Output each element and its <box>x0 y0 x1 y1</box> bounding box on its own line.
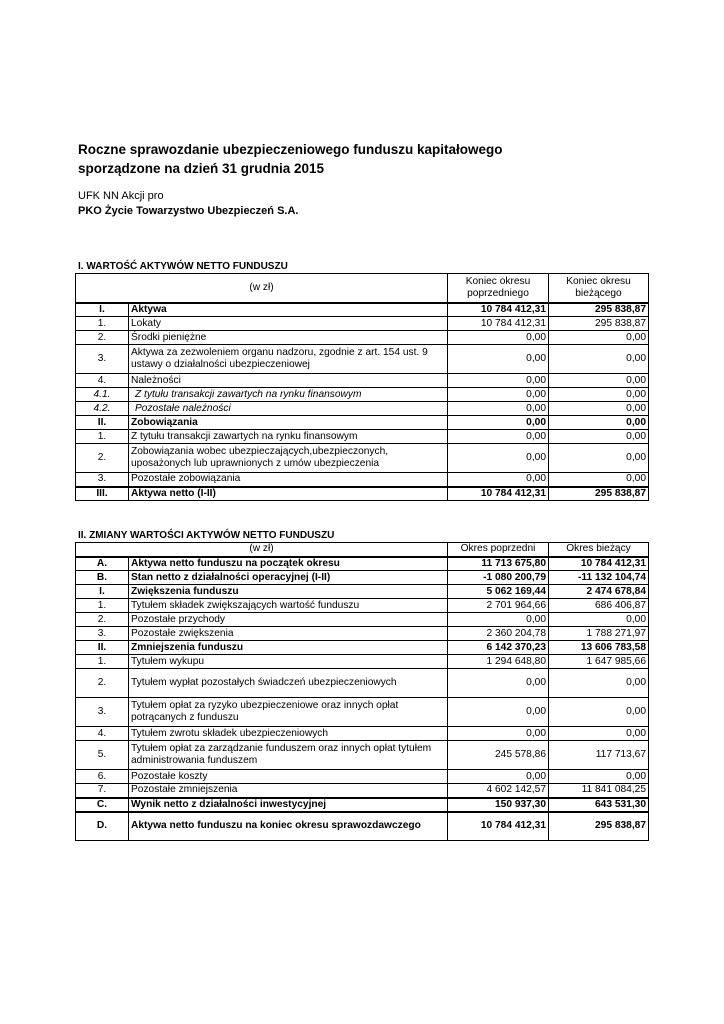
report-title-line2: sporządzone na dzień 31 grudnia 2015 <box>78 161 325 176</box>
table-row: 2. Zobowiązania wobec ubezpieczających,ubezpieczonych, uposażonych lub uprawnionych z umów ubezpieczenia 0,00 0,00 <box>76 444 649 473</box>
table-row: 1. Z tytułu transakcji zawartych na rynku finansowym 0,00 0,00 <box>76 430 649 444</box>
table-row: 1. Tytułem składek zwiększających wartość funduszu 2 701 964,66 686 406,87 <box>76 599 649 613</box>
section1-title: I. WARTOŚĆ AKTYWÓW NETTO FUNDUSZU <box>78 261 288 272</box>
table-row: A. Aktywa netto funduszu na początek okresu 11 713 675,80 10 784 412,31 <box>76 557 649 571</box>
table-row: 1. Tytułem wykupu 1 294 648,80 1 647 985,66 <box>76 655 649 669</box>
section2-title: II. ZMIANY WARTOŚCI AKTYWÓW NETTO FUNDUSZU <box>78 530 335 541</box>
table-row: 2. Środki pieniężne 0,00 0,00 <box>76 331 649 345</box>
table-row: 7. Pozostałe zmniejszenia 4 602 142,57 11 841 084,25 <box>76 784 649 798</box>
table-row: 4.1. Z tytułu transakcji zawartych na rynku finansowym 0,00 0,00 <box>76 388 649 402</box>
table-row: 4.2. Pozostałe należności 0,00 0,00 <box>76 402 649 416</box>
table-row: I. Zwiększenia funduszu 5 062 169,44 2 474 678,84 <box>76 585 649 599</box>
col-header-curr: Okres bieżący <box>549 543 649 557</box>
net-assets-table <box>75 273 649 501</box>
table-row: 5. Tytułem opłat za zarządzanie funduszem oraz innych opłat tytułem administrowania funduszem 245 578,86 117 713,67 <box>76 741 649 770</box>
table-row: 2. Pozostałe przychody 0,00 0,00 <box>76 613 649 627</box>
unit-label: (w zł) <box>76 543 448 557</box>
unit-label: (w zł) <box>76 274 448 303</box>
table-row: C. Wynik netto z działalności inwestycyjnej 150 937,30 643 531,30 <box>76 798 649 812</box>
table-row: 6. Pozostałe koszty 0,00 0,00 <box>76 770 649 784</box>
table-row: 3. Aktywa za zezwoleniem organu nadzoru, zgodnie z art. 154 ust. 9 ustawy o działalności ubezpieczeniowej 0,00 0,00 <box>76 345 649 374</box>
table-row: 1. Lokaty 10 784 412,31 295 838,87 <box>76 317 649 331</box>
table-row: I. Aktywa 10 784 412,31 295 838,87 <box>76 303 649 317</box>
table-row: B. Stan netto z działalności operacyjnej (I-II) -1 080 200,79 -11 132 104,74 <box>76 571 649 585</box>
report-title <box>78 140 503 178</box>
table-row: 3. Tytułem opłat za ryzyko ubezpieczeniowe oraz innych opłat potrącanych z funduszu 0,00 0,00 <box>76 698 649 727</box>
table-row: III. Aktywa netto (I-II) 10 784 412,31 295 838,87 <box>76 487 649 501</box>
col-header-curr: Koniec okresu bieżącego <box>549 274 649 303</box>
net-assets-changes-table <box>75 542 649 841</box>
table-header-row <box>76 543 649 557</box>
col-header-prev: Okres poprzedni <box>448 543 549 557</box>
table-header-row <box>76 274 649 303</box>
company-name: PKO Życie Towarzystwo Ubezpieczeń S.A. <box>78 205 299 217</box>
table-row: D. Aktywa netto funduszu na koniec okresu sprawozdawczego 10 784 412,31 295 838,87 <box>76 812 649 841</box>
table-row: II. Zmniejszenia funduszu 6 142 370,23 13 606 783,58 <box>76 641 649 655</box>
report-title-line1: Roczne sprawozdanie ubezpieczeniowego funduszu kapitałowego <box>78 142 503 157</box>
table-row: 2. Tytułem wypłat pozostałych świadczeń ubezpieczeniowych 0,00 0,00 <box>76 669 649 698</box>
col-header-prev: Koniec okresu poprzedniego <box>448 274 549 303</box>
table-row: 4. Tytułem zwrotu składek ubezpieczeniowych 0,00 0,00 <box>76 727 649 741</box>
table-row: 3. Pozostałe zwiększenia 2 360 204,78 1 788 271,97 <box>76 627 649 641</box>
table-row: 3. Pozostałe zobowiązania 0,00 0,00 <box>76 473 649 487</box>
fund-name: UFK NN Akcji pro <box>78 190 164 202</box>
fund-info <box>78 189 298 219</box>
table-row: II. Zobowiązania 0,00 0,00 <box>76 416 649 430</box>
table-row: 4. Należności 0,00 0,00 <box>76 374 649 388</box>
